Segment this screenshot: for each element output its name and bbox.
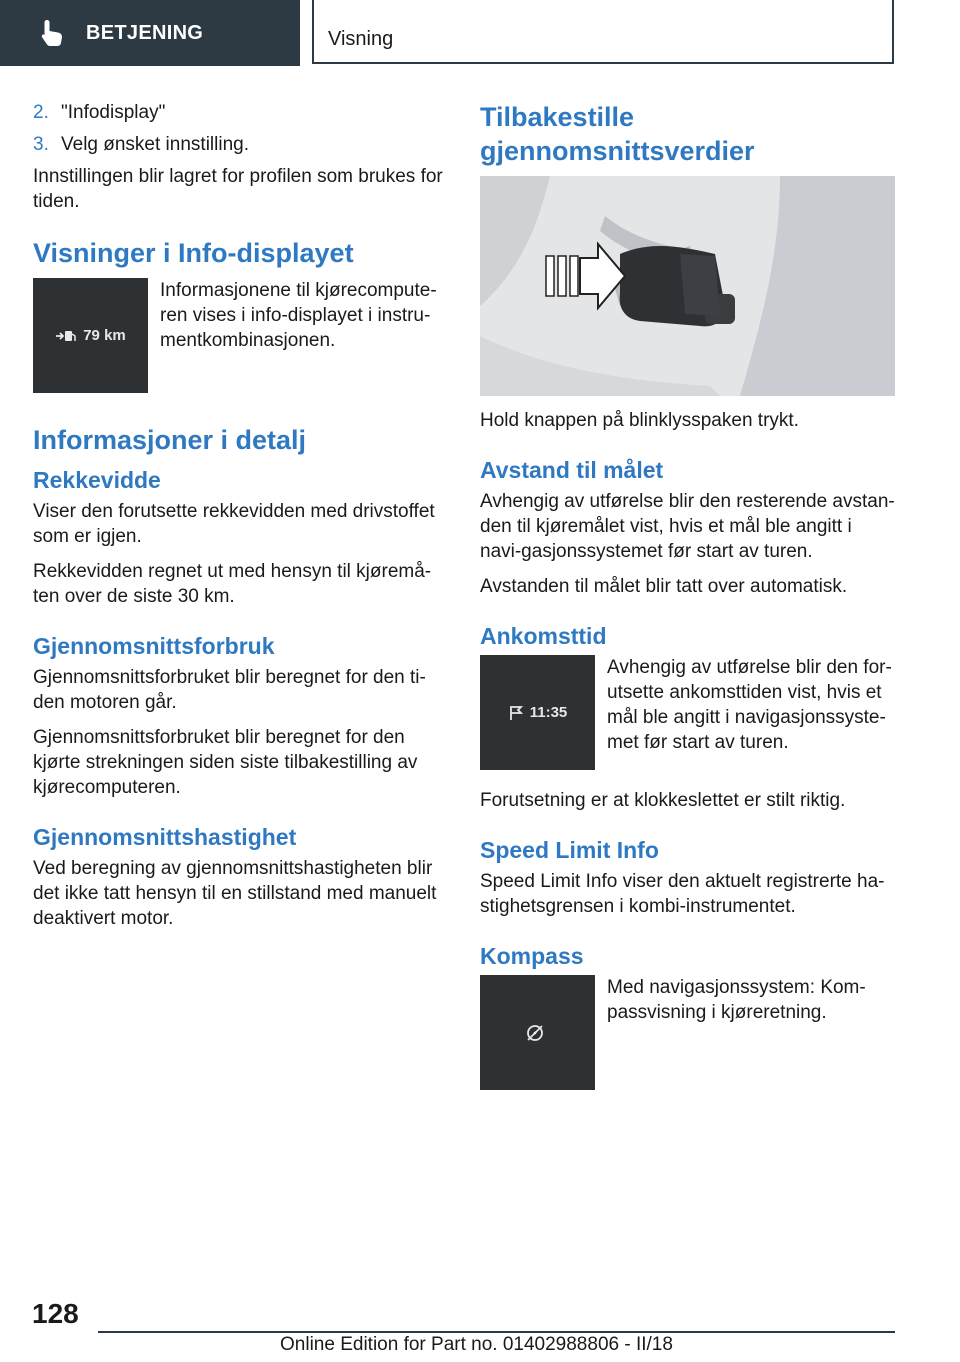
edition-text: Online Edition for Part no. 01402988806 - II/18 bbox=[280, 1334, 673, 1355]
avstand-p1: Avhengig av utførelse blir den resterende avstan-den til kjøremålet vist, hvis et mål ble angitt i navi-gasjonssystemet før start av turen. bbox=[480, 491, 895, 562]
kompass-text: Med navigasjonssystem: Kom-passvisning i kjøreretning. bbox=[607, 977, 866, 1023]
heading-visninger: Visninger i Info-displayet bbox=[33, 238, 354, 268]
heading-ankomst: Ankomsttid bbox=[480, 623, 607, 649]
page-header bbox=[0, 0, 960, 66]
right-column bbox=[480, 100, 895, 1108]
rekkevidde-p2: Rekkevidden regnet ut med hensyn til kjøremå-ten over de siste 30 km. bbox=[33, 561, 432, 607]
range-display-image bbox=[33, 278, 148, 393]
compass-icon bbox=[525, 1023, 545, 1043]
chapter-label: Visning bbox=[328, 28, 394, 50]
turn-signal-lever-image bbox=[480, 176, 895, 396]
forbruk-p2: Gjennomsnittsforbruket blir beregnet for den kjørte strekningen siden siste tilbakestilling av kjørecomputeren. bbox=[33, 727, 418, 798]
destination-flag-icon bbox=[508, 705, 524, 721]
chapter-box bbox=[312, 0, 894, 64]
section-tab bbox=[0, 0, 300, 66]
range-value: 79 km bbox=[83, 327, 126, 344]
list-item bbox=[33, 100, 443, 125]
forbruk-p1: Gjennomsnittsforbruket blir beregnet for den ti-den motoren går. bbox=[33, 667, 426, 713]
heading-avstand: Avstand til målet bbox=[480, 457, 664, 483]
arrival-time-value: 11:35 bbox=[529, 704, 568, 721]
heading-forbruk: Gjennomsnittsforbruk bbox=[33, 633, 275, 659]
visninger-text: Informasjonene til kjørecompute-ren vises i info-displayet i instru-mentkombinasjonen. bbox=[160, 280, 437, 351]
compass-display-figure bbox=[480, 975, 895, 1090]
heading-rekkevidde: Rekkevidde bbox=[33, 467, 161, 493]
ankomst-text: Avhengig av utførelse blir den for-utsette ankomsttiden vist, hvis et mål ble angitt i navigasjonssyste-met før start av turen. bbox=[607, 657, 892, 753]
tilbakestille-text: Hold knappen på blinklysspaken trykt. bbox=[480, 410, 799, 431]
arrival-display-figure bbox=[480, 655, 895, 770]
hastighet-p1: Ved beregning av gjennomsnittshastigheten blir det ikke tatt hensyn til en stillstand med manuelt deaktivert motor. bbox=[33, 858, 437, 929]
heading-kompass: Kompass bbox=[480, 943, 584, 969]
footer-divider bbox=[98, 1331, 895, 1333]
list-text: Velg ønsket innstilling. bbox=[61, 134, 249, 155]
heading-tilbakestille: Tilbakestille gjennomsnittsverdier bbox=[480, 102, 755, 166]
list-number: 3. bbox=[33, 134, 49, 155]
fuel-pump-icon bbox=[55, 329, 77, 343]
heading-informasjoner: Informasjoner i detalj bbox=[33, 425, 307, 455]
ankomst-note: Forutsetning er at klokkeslettet er stilt riktig. bbox=[480, 790, 846, 811]
compass-display-image bbox=[480, 975, 595, 1090]
hand-pointer-icon bbox=[38, 18, 66, 48]
list-number: 2. bbox=[33, 102, 49, 123]
rekkevidde-p1: Viser den forutsette rekkevidden med drivstoffet som er igjen. bbox=[33, 501, 435, 547]
list-text: "Infodisplay" bbox=[61, 102, 166, 123]
speed-text: Speed Limit Info viser den aktuelt registrerte ha-stighetsgrensen i kombi-instrumentet. bbox=[480, 871, 885, 917]
arrival-display-image bbox=[480, 655, 595, 770]
avstand-p2: Avstanden til målet blir tatt over automatisk. bbox=[480, 576, 848, 597]
page-number: 128 bbox=[32, 1298, 79, 1329]
settings-note: Innstillingen blir lagret for profilen som brukes for tiden. bbox=[33, 166, 443, 212]
list-item bbox=[33, 132, 443, 157]
heading-hastighet: Gjennomsnittshastighet bbox=[33, 824, 297, 850]
heading-speed-limit: Speed Limit Info bbox=[480, 837, 659, 863]
left-column bbox=[33, 100, 443, 941]
section-label: BETJENING bbox=[86, 21, 204, 44]
range-display-figure bbox=[33, 278, 443, 393]
